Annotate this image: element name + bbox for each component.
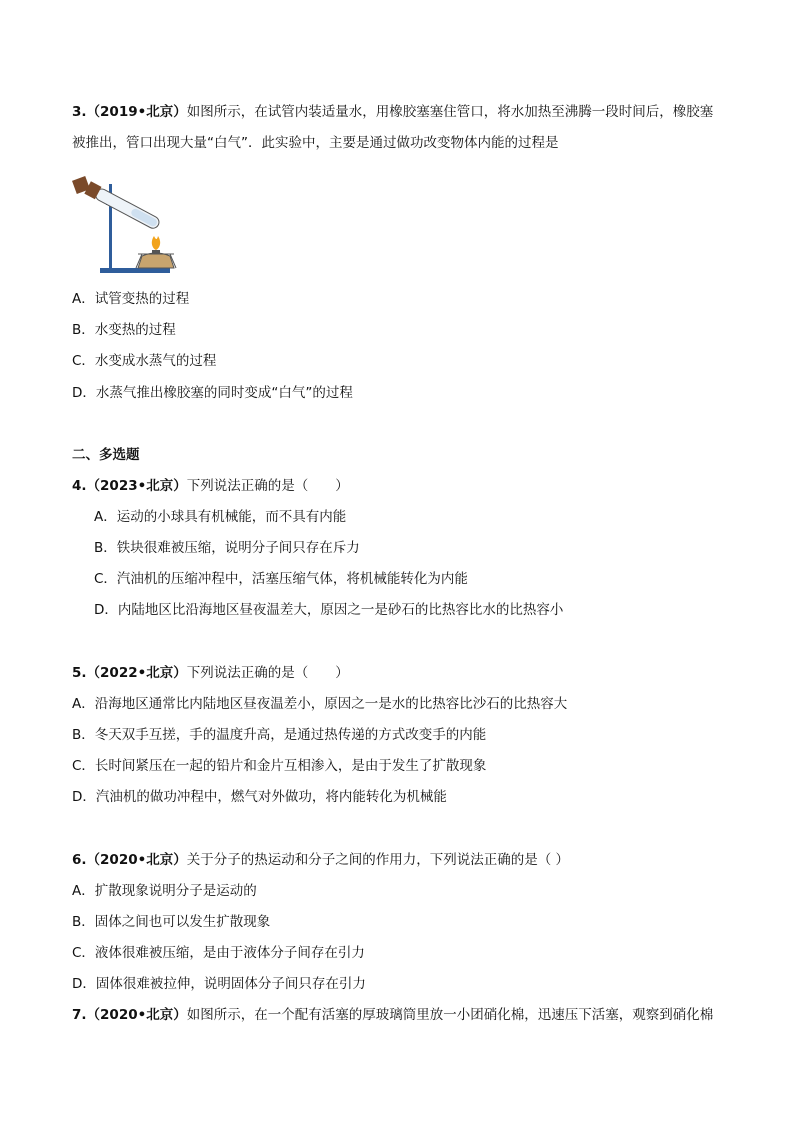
q4-number: 4.	[72, 478, 87, 494]
q7-number: 7.	[72, 1007, 87, 1023]
q5-source: （2022•北京）	[86, 665, 187, 681]
q3-stem-part1: 如图所示，在试管内装适量水，用橡胶塞塞住管口，将水加热至沸腾一段时间后，橡胶塞	[186, 104, 714, 120]
q4-option-a: A．运动的小球具有机械能，而不具有内能	[94, 509, 347, 525]
q6-option-b: B．固体之间也可以发生扩散现象	[72, 914, 271, 930]
q5-stem-line	[72, 664, 349, 682]
q5-number: 5.	[72, 665, 87, 681]
q7-line-1	[72, 1006, 713, 1024]
q7-source: （2020•北京）	[86, 1007, 187, 1023]
q5-option-a: A．沿海地区通常比内陆地区昼夜温差小，原因之一是水的比热容比沙石的比热容大	[72, 696, 568, 712]
flame	[152, 236, 160, 250]
test-tube	[94, 187, 161, 230]
q6-option-a: A．扩散现象说明分子是运动的	[72, 883, 257, 899]
q4-stem-line	[72, 477, 349, 495]
q4-stem: 下列说法正确的是（ ）	[186, 478, 349, 494]
q3-number: 3.	[72, 104, 87, 120]
q3-source: （2019•北京）	[86, 104, 187, 120]
q4-source: （2023•北京）	[86, 478, 187, 494]
q4-option-b: B．铁块很难被压缩，说明分子间只存在斥力	[94, 540, 360, 556]
q6-stem: 关于分子的热运动和分子之间的作用力，下列说法正确的是（ ）	[186, 852, 570, 868]
q6-source: （2020•北京）	[86, 852, 187, 868]
q3-option-a: A．试管变热的过程	[72, 291, 190, 307]
q3-line-1	[72, 103, 713, 121]
q6-number: 6.	[72, 852, 87, 868]
q6-option-d: D．固体很难被拉伸，说明固体分子间只存在引力	[72, 976, 366, 992]
q5-stem: 下列说法正确的是（ ）	[186, 665, 349, 681]
document-page	[72, 0, 732, 1123]
test-tube-heating-figure	[72, 170, 182, 278]
q3-line-2: 被推出，管口出现大量“白气”．此实验中，主要是通过做功改变物体内能的过程是	[72, 135, 559, 151]
q4-option-d: D．内陆地区比沿海地区昼夜温差大，原因之一是砂石的比热容比水的比热容小	[94, 602, 564, 618]
q3-option-c: C．水变成水蒸气的过程	[72, 353, 217, 369]
q5-option-c: C．长时间紧压在一起的铅片和金片互相渗入，是由于发生了扩散现象	[72, 758, 487, 774]
q3-option-d: D．水蒸气推出橡胶塞的同时变成“白气”的过程	[72, 385, 353, 401]
q4-option-c: C．汽油机的压缩冲程中，活塞压缩气体，将机械能转化为内能	[94, 571, 468, 587]
q7-stem-part1: 如图所示，在一个配有活塞的厚玻璃筒里放一小团硝化棉，迅速压下活塞，观察到硝化棉	[186, 1007, 714, 1023]
q5-option-d: D．汽油机的做功冲程中，燃气对外做功，将内能转化为机械能	[72, 789, 447, 805]
section-multiple-choice-heading: 二、多选题	[72, 447, 140, 463]
q6-option-c: C．液体很难被压缩，是由于液体分子间存在引力	[72, 945, 365, 961]
q3-option-b: B．水变热的过程	[72, 322, 176, 338]
q6-stem-line	[72, 851, 569, 869]
q5-option-b: B．冬天双手互搓，手的温度升高，是通过热传递的方式改变手的内能	[72, 727, 487, 743]
lamp-body	[138, 253, 174, 268]
